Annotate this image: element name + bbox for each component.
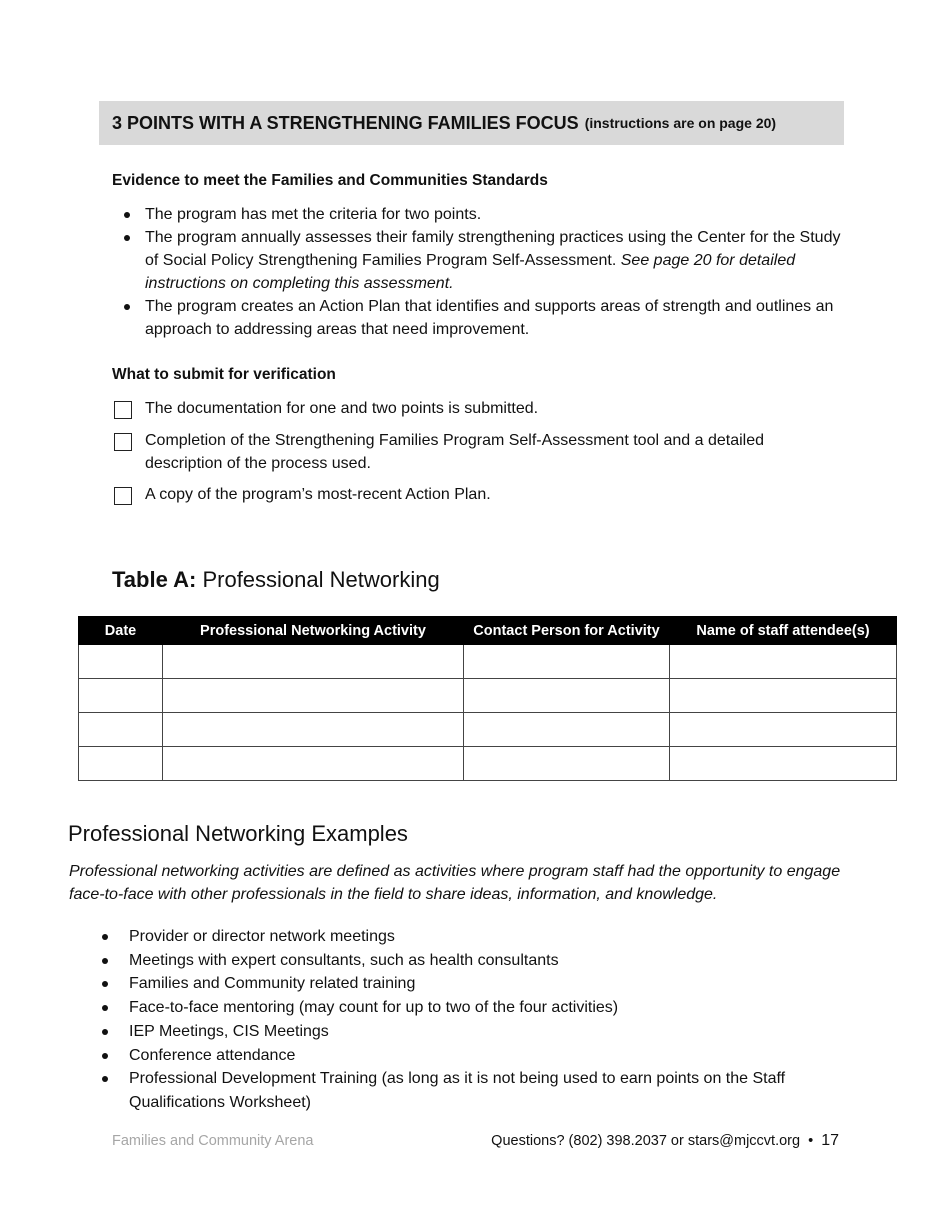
column-header-activity: Professional Networking Activity [163,617,464,645]
column-header-attendee: Name of staff attendee(s) [670,617,897,645]
list-item: Meetings with expert consultants, such as health consultants [96,949,836,973]
table-row [79,747,897,781]
verification-item-label: The documentation for one and two points is submitted. [145,400,539,417]
checkbox[interactable] [114,487,132,505]
checkbox[interactable] [114,433,132,451]
table-header-row [79,617,897,645]
list-item: Face-to-face mentoring (may count for up to two of the four activities) [96,996,836,1020]
table-cell[interactable] [670,747,897,781]
bullet-separator: • [808,1133,814,1149]
table-cell[interactable] [163,747,464,781]
examples-title: Professional Networking Examples [68,821,408,846]
list-item: The program creates an Action Plan that identifies and supports areas of strength and outlines an approach to addressing areas that need improvement. [112,295,842,341]
list-item: Families and Community related training [96,972,836,996]
list-item: IEP Meetings, CIS Meetings [96,1020,836,1044]
banner-note: (instructions are on page 20) [584,115,777,131]
section-banner [99,101,844,145]
table-row [79,679,897,713]
evidence-list [112,203,842,341]
verification-heading: What to submit for verification [112,366,336,383]
list-item: The program has met the criteria for two points. [112,203,842,226]
verification-item-label: A copy of the program’s most-recent Action Plan. [145,486,491,503]
evidence-heading: Evidence to meet the Families and Communities Standards [112,172,548,189]
column-header-contact: Contact Person for Activity [464,617,670,645]
list-item: The program annually assesses their family strengthening practices using the Center for the Study of Social Policy Strengthening Families Program Self-Assessment. See page 20 for detailed instructions on completing this assessment. [112,226,842,295]
list-item: Professional Development Training (as long as it is not being used to earn points on the Staff Qualifications Worksheet) [96,1067,836,1114]
table-cell[interactable] [464,713,670,747]
list-item: Conference attendance [96,1044,836,1068]
column-header-date: Date [79,617,163,645]
page-number: 17 [821,1132,839,1149]
table-title: Table A: Professional Networking [112,567,440,592]
table-cell[interactable] [163,679,464,713]
examples-list [96,925,836,1115]
verification-item[interactable] [114,483,834,506]
table-cell[interactable] [670,713,897,747]
table-cell[interactable] [79,645,163,679]
list-item: Provider or director network meetings [96,925,836,949]
table-cell[interactable] [79,679,163,713]
table-row [79,645,897,679]
table-cell[interactable] [79,713,163,747]
networking-table [78,616,897,781]
banner-title: 3 POINTS WITH A STRENGTHENING FAMILIES FOCUS [112,112,579,133]
verification-item[interactable] [114,397,834,420]
table-cell[interactable] [464,747,670,781]
footer-contact-text: Questions? (802) 398.2037 or stars@mjccvt.org [491,1133,801,1149]
examples-intro: Professional networking activities are defined as activities where program staff had the opportunity to engage face-to-face with other professionals in the field to share ideas, information, and knowledge. [69,863,841,903]
verification-item-label: Completion of the Strengthening Families Program Self-Assessment tool and a detailed description of the process used. [145,432,764,472]
table-cell[interactable] [464,645,670,679]
footer-contact [491,1132,839,1150]
verification-item[interactable] [114,429,834,475]
table-cell[interactable] [163,645,464,679]
footer-section-name: Families and Community Arena [112,1133,314,1149]
table-row [79,713,897,747]
table-cell[interactable] [670,645,897,679]
table-cell[interactable] [670,679,897,713]
table-cell[interactable] [163,713,464,747]
table-cell[interactable] [464,679,670,713]
checkbox[interactable] [114,401,132,419]
table-cell[interactable] [79,747,163,781]
